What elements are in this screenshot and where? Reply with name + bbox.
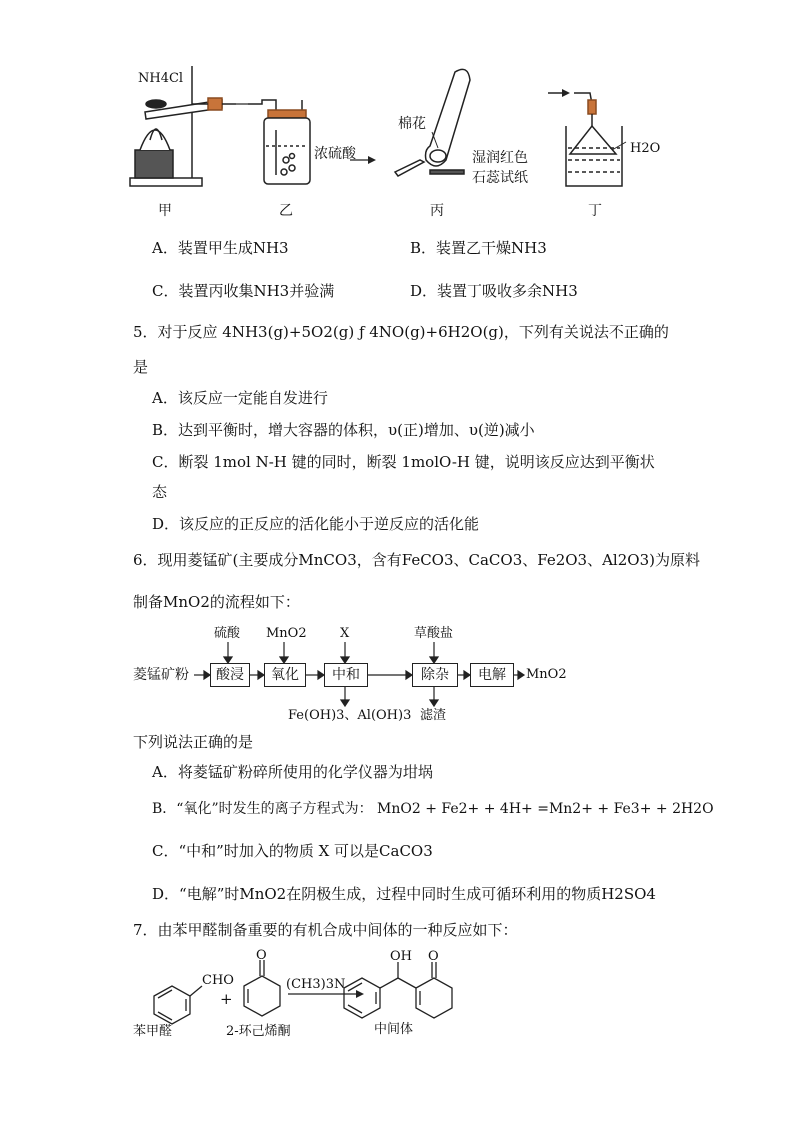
q6-prompt: 下列说法正确的是 (133, 733, 254, 751)
ding-caption: 丁 (588, 203, 602, 219)
reagent-label: (CH3)3N (286, 977, 346, 992)
benzene-ring-reactant (154, 986, 190, 1024)
flow-step-neutralize: 中和 (324, 663, 368, 687)
flow-input-x: X (340, 626, 350, 641)
flow-start: 菱锰矿粉 (133, 667, 189, 683)
cyclohexenone-ring (244, 976, 280, 1016)
product-enone-ring (416, 978, 452, 1018)
q6-option-c: C．“中和”时加入的物质 X 可以是CaCO3 (152, 842, 433, 860)
q4-option-b: B．装置乙干燥NH3 (410, 239, 547, 257)
flow-step-acid-leach: 酸浸 (210, 663, 250, 687)
flow-step-oxidation: 氧化 (264, 663, 306, 687)
q4-option-a: A．装置甲生成NH3 (152, 239, 289, 257)
q6-option-b: B．“氧化”时发生的离子方程式为： MnO2 + Fe2+ + 4H+ =Mn2+ + Fe3+ + 2H2O (152, 801, 714, 817)
q5-option-b: B．达到平衡时，增大容器的体积，υ(正)增加、υ(逆)减小 (152, 421, 535, 439)
q6-stem-line2: 制备MnO2的流程如下： (133, 593, 300, 611)
q4-option-d: D．装置丁吸收多余NH3 (410, 282, 578, 300)
q4-option-c: C．装置丙收集NH3并验满 (152, 282, 335, 300)
flow-step-electrolysis: 电解 (470, 663, 514, 687)
q5-option-a: A．该反应一定能自发进行 (152, 389, 328, 407)
q4-apparatus-figure (0, 0, 794, 230)
bing-cotton-label: 棉花 (398, 116, 426, 132)
jia-label: NH4Cl (138, 71, 184, 86)
flow-output-residue: 滤渣 (420, 708, 447, 723)
apparatus-ding (548, 89, 626, 186)
bing-paper-label-1: 湿润红色 (472, 150, 528, 166)
flow-input-sulfuric-acid: 硫酸 (214, 626, 241, 641)
q5-stem-line2: 是 (133, 358, 149, 376)
q5-option-d: D．该反应的正反应的活化能小于逆反应的活化能 (152, 515, 480, 533)
flow-input-mno2: MnO2 (266, 626, 307, 641)
flow-step-remove-impurity: 除杂 (412, 663, 458, 687)
q7-stem: 7．由苯甲醛制备重要的有机合成中间体的一种反应如下： (133, 921, 518, 939)
apparatus-yi (248, 100, 310, 184)
jia-caption: 甲 (158, 203, 172, 219)
bing-caption: 丙 (430, 203, 444, 219)
flow-input-oxalate: 草酸盐 (414, 626, 454, 641)
q5-stem-line1: 5．对于反应 4NH3(g)+5O2(g) ƒ 4NO(g)+6H2O(g)，下列有关说法不正确的 (133, 323, 669, 341)
plus-sign: + (220, 990, 233, 1008)
reactant2-oxygen: O (256, 948, 267, 963)
q5-option-c-line2: 态 (152, 483, 168, 501)
bing-paper-label-2: 石蕊试纸 (472, 170, 528, 186)
q6-option-d: D．“电解”时MnO2在阴极生成，过程中同时生成可循环利用的物质H2SO4 (152, 885, 656, 903)
product-oh: OH (390, 949, 412, 964)
flow-output-hydroxides: Fe(OH)3、Al(OH)3 (288, 708, 412, 723)
q5-option-c-line1: C．断裂 1mol N-H 键的同时，断裂 1molO-H 键，说明该反应达到平衡状 (152, 453, 655, 471)
yi-caption: 乙 (279, 203, 293, 219)
flow-product: MnO2 (526, 667, 567, 682)
benzene-ring-product (344, 978, 380, 1018)
q7-reactant2-name: 2-环己烯酮 (226, 1024, 291, 1039)
reactant1-cho: CHO (202, 973, 234, 988)
product-oxygen: O (428, 949, 439, 964)
yi-label: 浓硫酸 (314, 146, 356, 162)
q6-option-a: A．将菱锰矿粉碎所使用的化学仪器为坩埚 (152, 763, 433, 781)
q6-stem-line1: 6．现用菱锰矿(主要成分MnCO3，含有FeCO3、CaCO3、Fe2O3、Al2O3)为原料 (133, 551, 700, 569)
q7-reaction-scheme (120, 948, 600, 1048)
ding-label: H2O (630, 141, 661, 156)
q7-reactant1-name: 苯甲醛 (133, 1024, 173, 1039)
q7-product-name: 中间体 (374, 1022, 414, 1037)
